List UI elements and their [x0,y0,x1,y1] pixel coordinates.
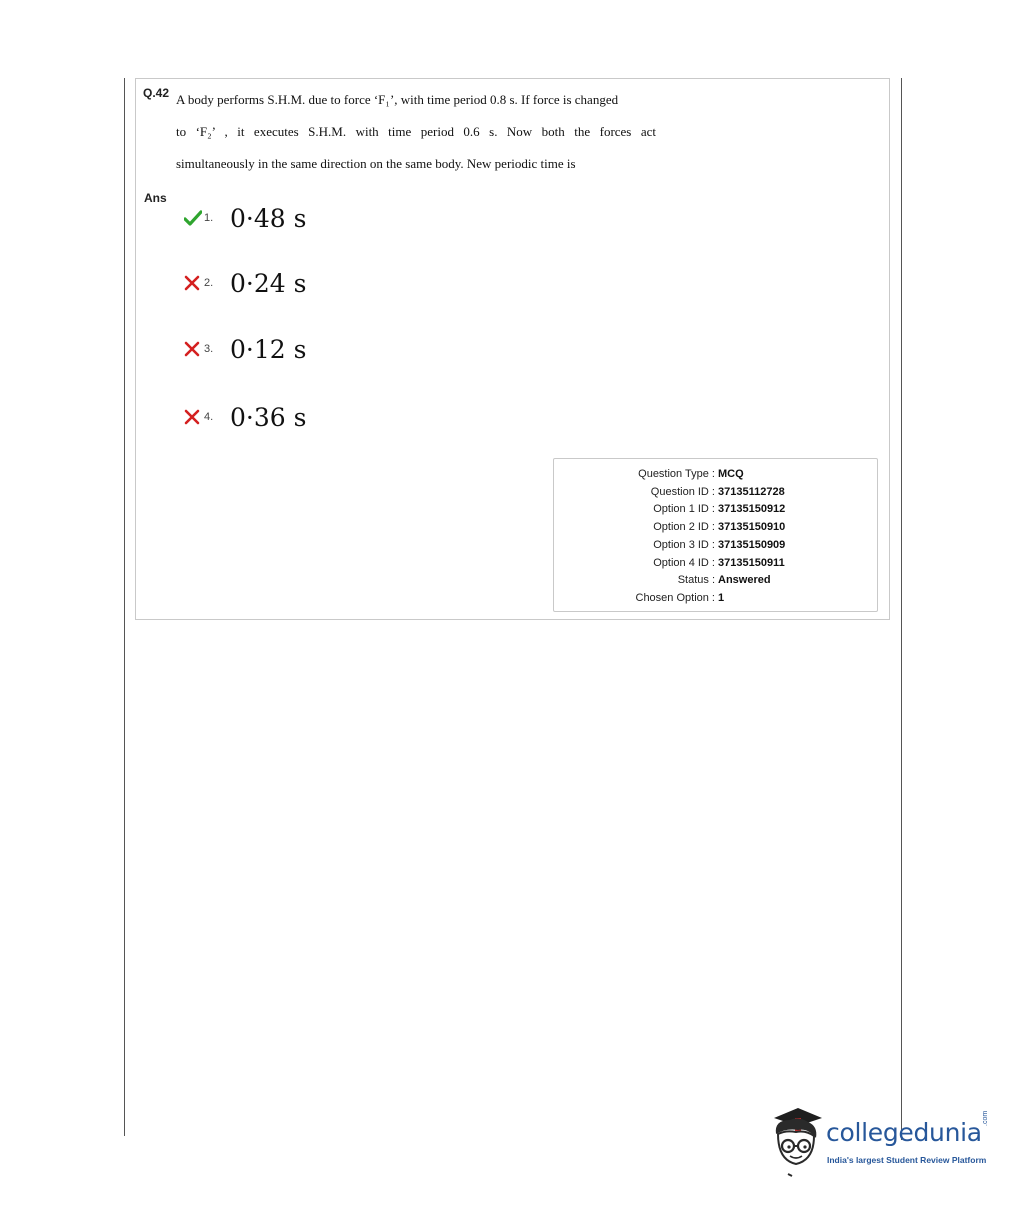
meta-question-id [554,484,877,502]
cross-icon [184,341,204,357]
meta-label: Option 4 ID : [653,556,715,569]
logo-suffix: .com [982,1110,989,1126]
cross-icon [184,275,204,291]
meta-label: Chosen Option : [635,591,715,604]
option-number: 2. [204,277,214,289]
logo-tagline: India's largest Student Review Platform [827,1155,987,1165]
question-line-3: simultaneously in the same direction on the same body. New periodic time is [176,156,576,171]
meta-question-type [554,466,877,484]
question-number: Q.42 [143,86,170,100]
option-text: 0·24 s [230,268,307,298]
question-metadata-panel [553,458,878,612]
page-left-rule [124,78,125,1136]
option-4 [184,400,306,434]
option-number: 4. [204,411,214,423]
meta-status [554,572,877,590]
meta-label: Question ID : [650,485,715,498]
meta-label: Option 3 ID : [653,538,715,551]
option-1 [184,201,306,235]
page-right-rule [901,78,902,1140]
meta-value: 1 [718,591,725,604]
option-text: 0·12 s [230,334,307,364]
mascot-icon [768,1104,826,1180]
meta-option-4-id [554,555,877,573]
meta-value: Answered [718,574,771,587]
cross-icon [184,409,204,425]
meta-label: Question Type : [638,468,715,480]
meta-value: 37135150910 [718,521,786,534]
option-number: 3. [204,343,214,355]
meta-value: 37135112728 [718,485,785,498]
question-line-2: to ‘F₂’ , it executes S.H.M. with time period 0.6 s. Now both the forces act [176,124,656,139]
meta-value: 37135150909 [718,538,786,551]
meta-label: Status : [677,574,715,587]
meta-label: Option 1 ID : [653,503,715,516]
option-number: 1. [204,212,214,224]
logo-wordmark: collegedunia [826,1118,982,1147]
question-line-1: A body performs S.H.M. due to force ‘F₁’, with time period 0.8 s. If force is changed [176,92,619,107]
meta-option-2-id [554,519,877,537]
meta-value: 37135150912 [718,503,786,516]
meta-option-1-id [554,501,877,519]
answer-label: Ans [144,191,167,205]
option-text: 0·36 s [230,402,307,432]
collegedunia-logo [768,1104,993,1180]
option-2 [184,266,306,300]
meta-option-3-id [554,537,877,555]
check-icon [184,210,204,226]
meta-value: MCQ [718,468,744,480]
meta-label: Option 2 ID : [653,521,715,534]
meta-value: 37135150911 [718,556,785,569]
option-text: 0·48 s [230,203,307,233]
meta-chosen-option [554,590,877,608]
option-3 [184,332,306,366]
